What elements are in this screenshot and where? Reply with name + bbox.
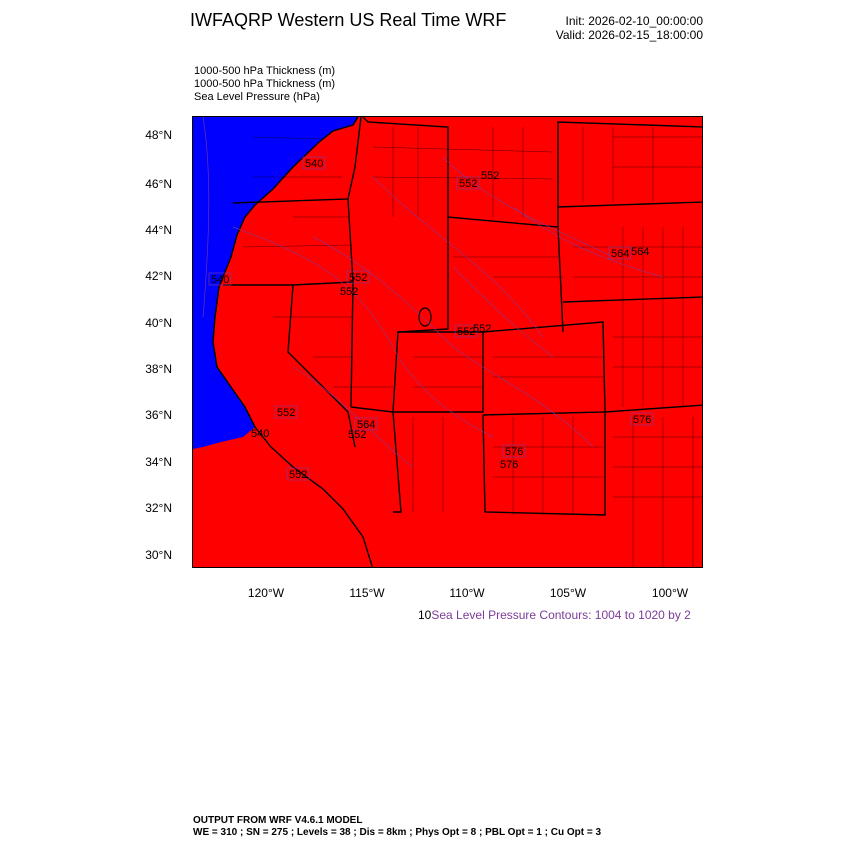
thickness-label: 552: [459, 178, 478, 190]
map-panel: [192, 116, 703, 568]
lat-label: 30°N: [145, 548, 172, 562]
lat-label: 42°N: [145, 269, 172, 283]
legend-thickness-2: 1000-500 hPa Thickness (m): [194, 78, 336, 90]
thickness-label: 552: [349, 272, 368, 284]
lat-label: 34°N: [145, 455, 172, 469]
contour-note-text: Sea Level Pressure Contours: 1004 to 1020 by 2: [431, 608, 691, 622]
thickness-label: 564: [631, 246, 650, 258]
run-times: [556, 14, 703, 42]
lon-label: 105°W: [549, 586, 587, 600]
lat-label: 48°N: [145, 128, 172, 142]
chart-title: IWFAQRP Western US Real Time WRF: [190, 10, 507, 30]
thickness-label: 552: [289, 469, 308, 481]
footer-model: OUTPUT FROM WRF V4.6.1 MODEL: [193, 815, 363, 826]
lat-label: 38°N: [145, 362, 172, 376]
thickness-label: 552: [277, 407, 296, 419]
lon-label: 100°W: [651, 586, 689, 600]
thickness-label: 540: [211, 274, 230, 286]
lat-label: 46°N: [145, 177, 172, 191]
thickness-label: 540: [305, 158, 324, 170]
thickness-label: 552: [340, 286, 359, 298]
thickness-label: 540: [251, 428, 270, 440]
legend-slp: Sea Level Pressure (hPa): [194, 91, 320, 103]
field-legend: [194, 65, 335, 104]
lon-label: 120°W: [247, 586, 285, 600]
thickness-label: 576: [633, 414, 652, 426]
contour-note: [418, 608, 691, 622]
init-time: Init: 2026-02-10_00:00:00: [565, 14, 703, 28]
thickness-label: 564: [611, 248, 630, 260]
thickness-label: 552: [457, 326, 476, 338]
model-footer: [193, 815, 601, 839]
lat-label: 36°N: [145, 408, 172, 422]
thickness-label: 564: [357, 419, 376, 431]
lon-label: 115°W: [349, 586, 385, 600]
valid-time: Valid: 2026-02-15_18:00:00: [555, 28, 703, 42]
thickness-label: 552: [481, 170, 500, 182]
lat-label: 44°N: [145, 223, 172, 237]
lon-label: 110°W: [449, 586, 485, 600]
lat-label: 32°N: [145, 501, 172, 515]
footer-config: WE = 310 ; SN = 275 ; Levels = 38 ; Dis = 8km ; Phys Opt = 8 ; PBL Opt = 1 ; Cu Opt = 3: [193, 827, 602, 838]
lat-label: 40°N: [145, 316, 172, 330]
contour-note-prefix: 10: [418, 608, 432, 622]
thickness-label: 576: [505, 446, 524, 458]
map-svg: [193, 117, 703, 568]
thickness-label: 552: [348, 429, 367, 441]
thickness-label: 576: [500, 459, 519, 471]
legend-thickness-1: 1000-500 hPa Thickness (m): [194, 65, 336, 77]
thickness-label: 552: [473, 323, 492, 335]
